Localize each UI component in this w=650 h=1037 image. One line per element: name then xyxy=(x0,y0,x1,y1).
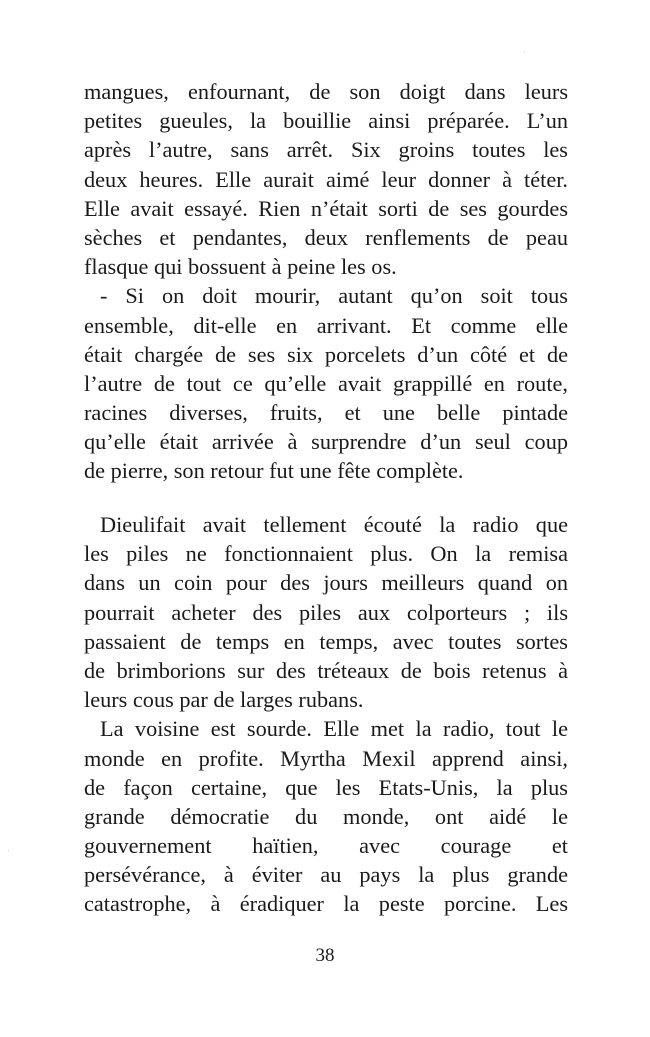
text-line: dans un coin pour des jours meilleurs quand on xyxy=(84,570,568,596)
text-line: persévérance, à éviter au pays la plus grande xyxy=(84,862,568,888)
text-line: leurs cous par de larges rubans. xyxy=(84,687,364,713)
text-line: passaient de temps en temps, avec toutes sortes xyxy=(84,628,568,654)
text-section-bottom xyxy=(84,510,568,919)
text-line: flasque qui bossuent à peine les os. xyxy=(84,254,397,280)
text-line: La voisine est sourde. Elle met la radio, tout le xyxy=(100,716,568,742)
text-line: grande démocratie du monde, ont aidé le xyxy=(84,803,568,829)
text-line: deux heures. Elle aurait aimé leur donner à téter. xyxy=(84,166,568,192)
paragraph-3 xyxy=(84,510,568,714)
text-line: de pierre, son retour fut une fête complète. xyxy=(84,458,464,484)
text-line: Elle avait essayé. Rien n’était sorti de ses gourdes xyxy=(84,195,568,221)
paragraph-1 xyxy=(84,77,568,281)
text-line: sèches et pendantes, deux renflements de peau xyxy=(84,224,568,250)
text-section-top xyxy=(84,77,568,486)
text-line: petites gueules, la bouillie ainsi préparée. L’un xyxy=(84,108,568,134)
text-line: ensemble, dit-elle en arrivant. Et comme elle xyxy=(84,312,568,338)
scan-speck xyxy=(8,850,9,851)
text-line: mangues, enfournant, de son doigt dans leurs xyxy=(84,79,568,104)
paragraph-4 xyxy=(84,714,568,918)
text-line: les piles ne fonctionnaient plus. On la remisa xyxy=(84,541,568,567)
scan-speck xyxy=(524,52,525,53)
text-line: pourrait acheter des piles aux colporteurs ; ils xyxy=(84,599,568,625)
text-line: qu’elle était arrivée à surprendre d’un seul coup xyxy=(84,429,568,455)
text-line: gouvernement haïtien, avec courage et xyxy=(84,833,568,859)
text-line: catastrophe, à éradiquer la peste porcine. Les xyxy=(84,891,568,917)
text-line: racines diverses, fruits, et une belle pintade xyxy=(84,400,568,426)
text-line: - Si on doit mourir, autant qu’on soit tous xyxy=(100,283,568,309)
paragraph-2 xyxy=(84,281,568,485)
page-number: 38 xyxy=(315,945,335,966)
text-line: monde en profite. Myrtha Mexil apprend ainsi, xyxy=(84,745,568,771)
text-line: après l’autre, sans arrêt. Six groins toutes les xyxy=(84,137,568,163)
text-line: Dieulifait avait tellement écouté la radio que xyxy=(100,512,568,537)
text-line: de façon certaine, que les Etats-Unis, la plus xyxy=(84,774,568,800)
text-line: était chargée de ses six porcelets d’un côté et de xyxy=(84,341,568,367)
text-line: l’autre de tout ce qu’elle avait grappillé en route, xyxy=(84,370,568,396)
text-line: de brimborions sur des tréteaux de bois retenus à xyxy=(84,657,568,683)
